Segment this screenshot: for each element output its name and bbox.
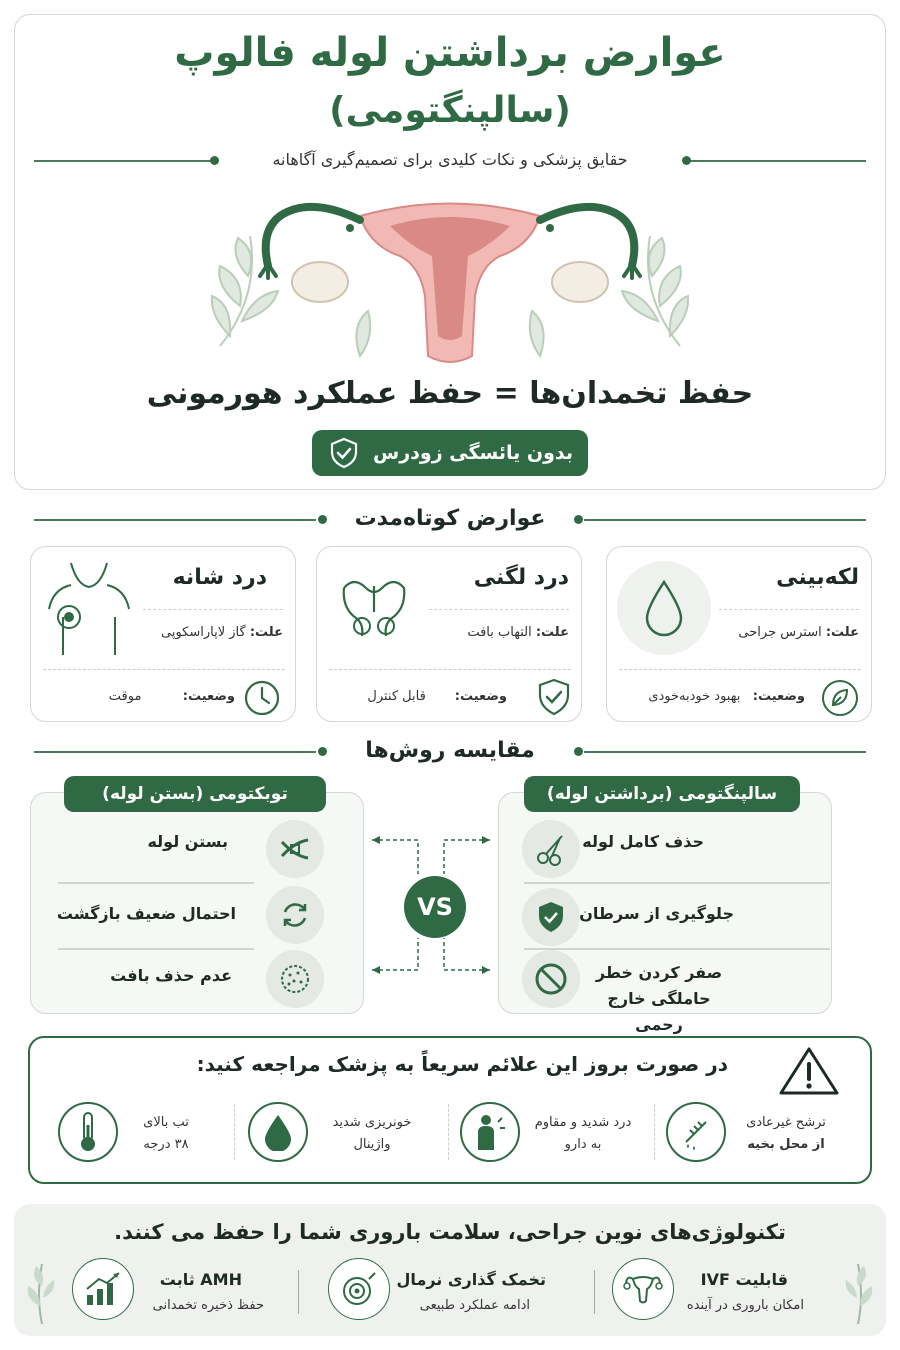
card-cause [738,625,859,640]
cause-value: التهاب بافت [467,625,532,640]
dash-divider [448,1104,449,1160]
dash-divider [43,669,285,670]
ovum-icon [328,1258,390,1320]
scissors-icon [522,820,580,878]
drop-icon [617,561,711,655]
cause-value: استرس جراحی [738,625,822,640]
ligature-clip-left [346,224,354,232]
card-status [109,689,235,704]
tab-salpingectomy: سالپنگتومی (برداشتن لوله) [524,776,800,812]
tie-icon [266,820,324,878]
dash-divider [619,669,861,670]
divider [524,948,830,950]
warning-item-line2: ۳۸ درجه [143,1137,189,1152]
cause-label: علت: [535,625,569,640]
tubectomy-item: بستن لوله [147,832,228,851]
footer-item-title: تخمک گذاری نرمال [396,1270,546,1289]
card-cause [161,625,283,640]
ovary-left [292,262,348,302]
footer-item-title: AMH ثابت [159,1270,242,1289]
shield-check-icon [327,436,361,470]
ligature-clip-right [546,224,554,232]
status-value: بهبود خودبه‌خودی [648,689,741,704]
ovary-right [552,262,608,302]
section-title-short-term: عوارض کوتاه‌مدت [354,506,546,531]
status-value: موقت [108,689,142,704]
footer-heading: تکنولوژی‌های نوین جراحی، سلامت باروری شما را حفظ می کنند. [114,1220,786,1244]
leaf-icon [821,679,859,717]
card-status [367,689,507,704]
cycle-icon [266,886,324,944]
tubectomy-item: احتمال ضعیف بازگشت [56,904,236,923]
warning-item-line2: به دارو [564,1137,602,1152]
status-label: وضعیت: [454,689,507,704]
clock-icon [243,679,281,717]
warning-item-line2: واژینال [353,1137,391,1152]
blood-drop-icon [248,1102,308,1162]
salpingectomy-item: حذف کامل لوله [582,832,704,851]
leaf-decoration-left [22,1256,62,1326]
card-cause [467,625,569,640]
leaf-decoration-right [838,1256,878,1326]
divider [58,948,254,950]
pelvis-icon [327,561,421,655]
warning-item-line1: تب بالای [143,1115,189,1130]
tissue-icon [266,950,324,1008]
divider [524,882,830,884]
warning-item [736,1112,836,1156]
fimbriae-right [624,264,640,278]
dash-divider [329,669,571,670]
thermometer-icon [58,1102,118,1162]
badge-label: بدون یائسگی زودرس [372,442,574,464]
tubectomy-item: عدم حذف بافت [110,966,232,985]
footer-item-sub: امکان باروری در آینده [686,1298,804,1313]
card-status [648,689,805,704]
shield-check-icon [522,888,580,946]
page-title: عوارض برداشتن لوله فالوپ [174,30,726,76]
cause-value: گاز لاپاراسکوپی [161,625,246,640]
warning-item [322,1112,422,1156]
warning-triangle-icon [778,1046,840,1096]
tab-tubectomy: توبکتومی (بستن لوله) [64,776,326,812]
card-title: درد شانه [172,565,267,590]
page-title-procedure: (سالپنگتومی) [329,90,571,131]
shoulder-icon [41,555,137,663]
salpingectomy-item: جلوگیری از سرطان [579,904,734,923]
dash-divider [234,1104,235,1160]
section-title-comparison: مقایسه روش‌ها [365,738,535,763]
divider [298,1270,299,1314]
badge-no-early-menopause [312,430,588,476]
card-pelvic-pain [316,546,582,722]
abdominal-pain-icon [460,1102,520,1162]
status-label: وضعیت: [182,689,235,704]
card-title: لکه‌بینی [776,565,859,590]
salpingectomy-item: صفر کردن خطر حاملگی خارج رحمی [595,963,723,1034]
tagline: حفظ تخمدان‌ها = حفظ عملکرد هورمونی [146,376,754,411]
warning-item [126,1112,206,1156]
fimbriae-left [260,264,276,278]
dash-divider [429,609,569,610]
footer-item-sub: ادامه عملکرد طبیعی [419,1298,530,1313]
card-shoulder-pain [30,546,296,722]
divider [594,1270,595,1314]
status-label: وضعیت: [752,689,805,704]
cause-label: علت: [825,625,859,640]
shield-check-icon [535,677,573,717]
footer-item-title: قابلیت IVF [700,1270,788,1289]
warning-item-line1: ترشح غیرعادی [746,1115,826,1130]
fallopian-tube-right [540,207,634,266]
page-subtitle: حقایق پزشکی و نکات کلیدی برای تصمیم‌گیری آگاهانه [272,150,628,169]
ban-icon [522,950,580,1008]
warning-item-line1: درد شدید و مقاوم [534,1115,632,1130]
warning-item [528,1112,638,1156]
card-title: درد لگنی [473,565,569,590]
cause-label: علت: [249,625,283,640]
uterus-cavity [390,217,510,340]
warning-item-line1: خونریزی شدید [332,1115,412,1130]
dash-divider [143,609,283,610]
divider [58,882,254,884]
fallopian-tube-left [266,207,360,266]
dash-divider [719,609,859,610]
status-value: قابل کنترل [367,689,426,704]
warning-heading: در صورت بروز این علائم سریعاً به پزشک مراجعه کنید: [196,1052,728,1076]
growth-chart-icon [72,1258,134,1320]
uterus-icon [612,1258,674,1320]
dash-divider [654,1104,655,1160]
uterus-illustration [200,186,700,376]
wound-icon [666,1102,726,1162]
warning-item-line2: از محل بخیه [747,1137,825,1152]
vs-badge: VS [404,876,466,938]
card-spotting [606,546,872,722]
footer-item-sub: حفظ ذخیره تخمدانی [152,1298,264,1313]
